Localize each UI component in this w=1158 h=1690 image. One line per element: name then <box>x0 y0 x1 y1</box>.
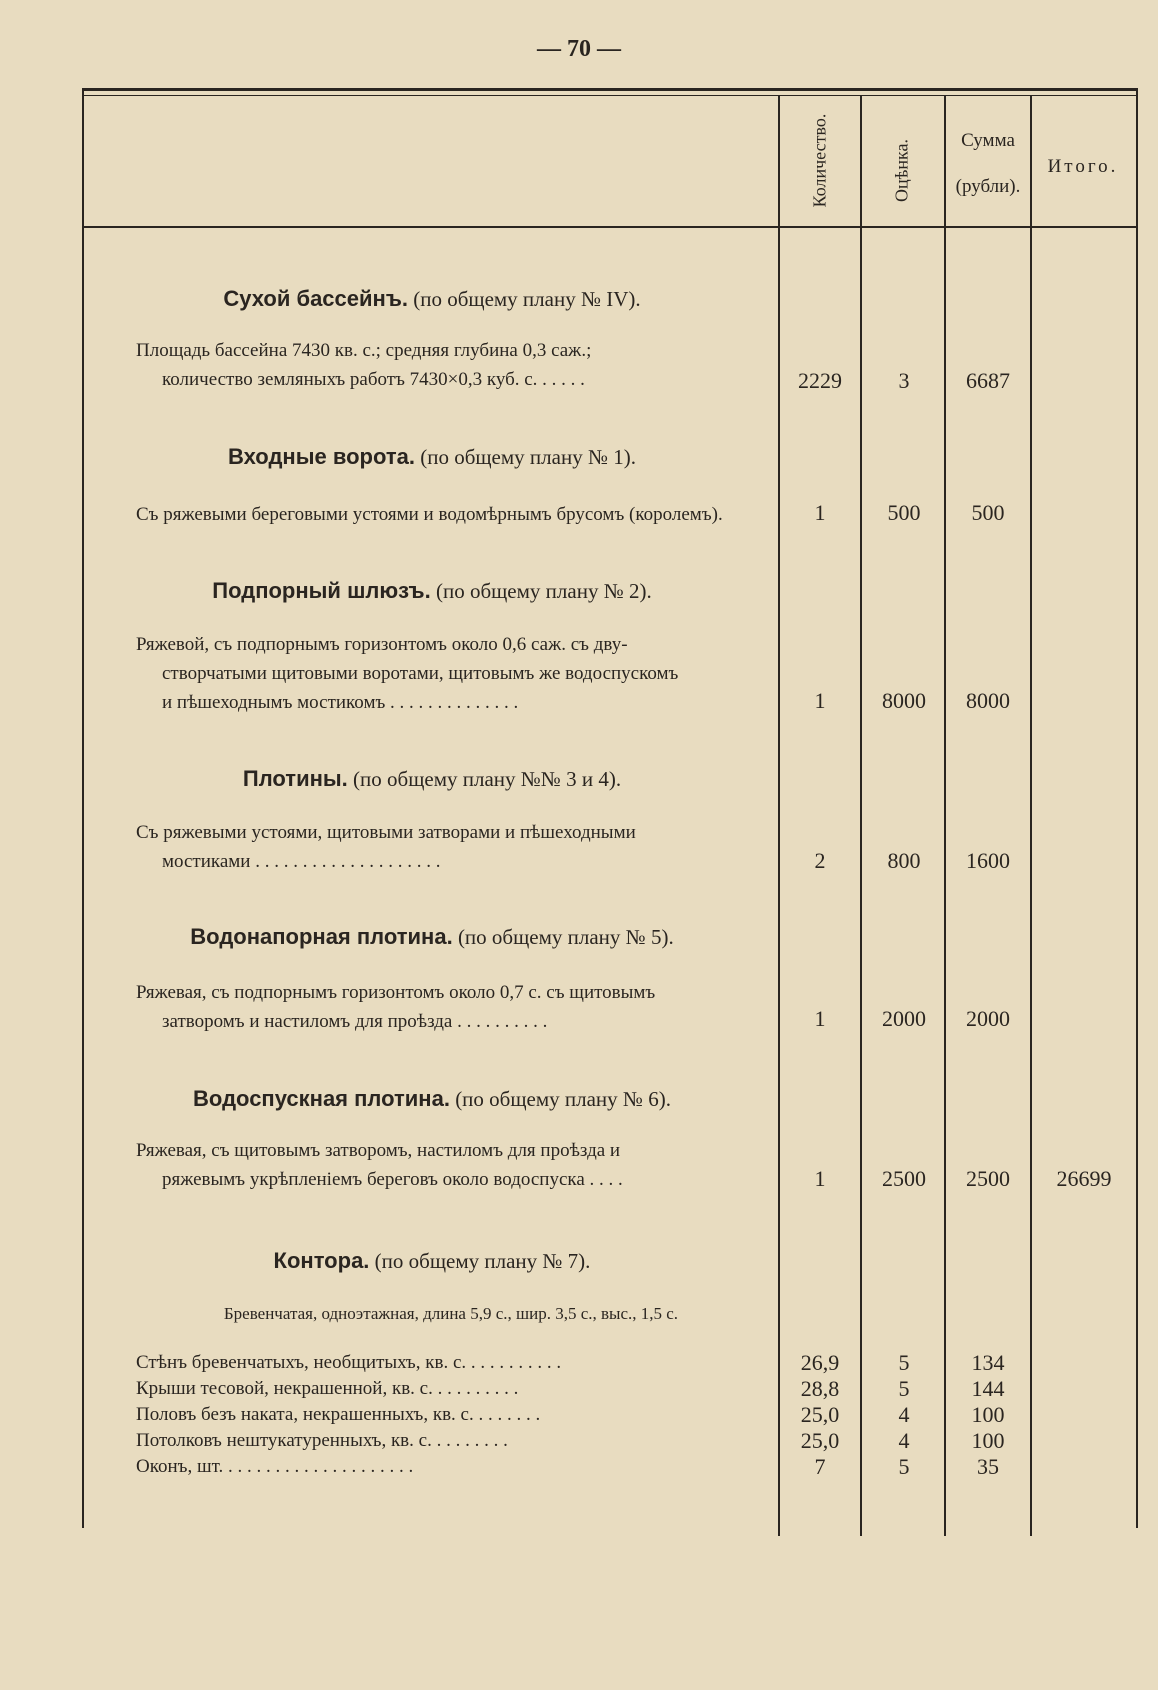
quantity-value: 2229 <box>798 368 842 393</box>
section-title: Плотины. (по общему плану №№ 3 и 4). <box>242 766 622 791</box>
office-subtitle: Бревенчатая, одноэтажная, длина 5,9 с., шир. 3,5 с., выс., 1,5 с. <box>223 1304 679 1323</box>
table-top-rule <box>82 88 1138 91</box>
column-divider-total <box>1030 96 1032 1536</box>
rate-value: 800 <box>887 848 921 873</box>
rate-value: 5 <box>898 1454 910 1479</box>
sum-value: 144 <box>971 1376 1005 1401</box>
sum-value: 8000 <box>966 688 1010 713</box>
office-item-name: Оконъ, шт. . . . . . . . . . . . . . . . . . . . . <box>136 1456 414 1477</box>
sum-value: 35 <box>977 1454 999 1479</box>
office-item-name: Половъ безъ наката, некрашенныхъ, кв. с. . . . . . . . <box>136 1404 541 1425</box>
rate-value: 4 <box>898 1402 910 1427</box>
rate-value: 3 <box>898 368 910 393</box>
quantity-value: 1 <box>814 688 826 713</box>
table-top-rule-thin <box>82 95 1138 96</box>
column-divider-sum <box>944 96 946 1536</box>
quantity-value: 25,0 <box>800 1428 840 1453</box>
rate-value: 2500 <box>882 1166 926 1191</box>
rate-value: 2000 <box>882 1006 926 1031</box>
header-total: Итого. <box>1047 156 1119 177</box>
sum-value: 100 <box>971 1428 1005 1453</box>
section-description: Ряжевая, съ щитовымъ затворомъ, настиломъ для проѣзда и ряжевымъ укрѣпленіемъ береговъ около водоспуска . . . . <box>136 1140 623 1190</box>
rate-value: 5 <box>898 1376 910 1401</box>
header-rate: Оцѣнка. <box>891 139 912 202</box>
column-divider-qty <box>778 96 780 1536</box>
section-title: Водонапорная плотина. (по общему плану № 5). <box>190 924 674 949</box>
rate-value: 8000 <box>882 688 926 713</box>
quantity-value: 2 <box>814 848 826 873</box>
table-right-border <box>1136 88 1138 1528</box>
column-divider-rate <box>860 96 862 1536</box>
quantity-value: 1 <box>814 1006 826 1031</box>
rate-value: 500 <box>887 500 921 525</box>
quantity-value: 28,8 <box>800 1376 840 1401</box>
quantity-value: 26,9 <box>800 1350 840 1375</box>
section-description: Съ ряжевыми береговыми устоями и водомѣрнымъ брусомъ (королемъ). <box>136 504 723 525</box>
office-item-name: Стѣнъ бревенчатыхъ, необщитыхъ, кв. с. . . . . . . . . . . <box>136 1352 562 1373</box>
rate-value: 5 <box>898 1350 910 1375</box>
section-description: Ряжевой, съ подпорнымъ горизонтомъ около 0,6 саж. съ дву- створчатыми щитовыми воротами, щитовымъ же водоспускомъ и пѣшеходнымъ мостикомъ . . . . . . . . . . . . . . <box>136 634 679 713</box>
section-title: Подпорный шлюзъ. (по общему плану № 2). <box>212 578 652 603</box>
header-quantity: Количество. <box>809 113 830 208</box>
sum-value: 2500 <box>966 1166 1010 1191</box>
header-bottom-rule <box>82 226 1138 228</box>
sum-value: 1600 <box>966 848 1010 873</box>
office-item-name: Крыши тесовой, некрашенной, кв. с. . . . . . . . . . <box>136 1378 519 1399</box>
quantity-value: 7 <box>814 1454 826 1479</box>
section-title: Входные ворота. (по общему плану № 1). <box>228 444 636 469</box>
section-description: Ряжевая, съ подпорнымъ горизонтомъ около 0,7 с. съ щитовымъ затворомъ и настиломъ для проѣзда . . . . . . . . . . <box>136 982 656 1032</box>
section-title: Контора. (по общему плану № 7). <box>273 1248 591 1273</box>
header-sum-line2: (рубли). <box>955 176 1021 197</box>
section-description: Съ ряжевыми устоями, щитовыми затворами и пѣшеходными мостиками . . . . . . . . . . . . . . . . . . . . <box>136 822 636 872</box>
quantity-value: 25,0 <box>800 1402 840 1427</box>
quantity-value: 1 <box>814 500 826 525</box>
total-value: 26699 <box>1056 1166 1112 1191</box>
sum-value: 2000 <box>966 1006 1010 1031</box>
section-title: Водоспускная плотина. (по общему плану № 6). <box>193 1086 671 1111</box>
rate-value: 4 <box>898 1428 910 1453</box>
section-description: Площадь бассейна 7430 кв. с.; средняя глубина 0,3 саж.; количество земляныхъ работъ 7430×0,3 куб. с. . . . . . <box>136 340 592 390</box>
sum-value: 134 <box>971 1350 1005 1375</box>
sum-value: 500 <box>971 500 1005 525</box>
section-title: Сухой бассейнъ. (по общему плану № IV). <box>223 286 641 311</box>
sum-value: 100 <box>971 1402 1005 1427</box>
office-item-name: Потолковъ нештукатуренныхъ, кв. с. . . . . . . . . <box>136 1430 508 1451</box>
sum-value: 6687 <box>966 368 1010 393</box>
page-number: — 70 — <box>537 36 621 62</box>
quantity-value: 1 <box>814 1166 826 1191</box>
header-sum-line1: Сумма <box>961 130 1015 151</box>
